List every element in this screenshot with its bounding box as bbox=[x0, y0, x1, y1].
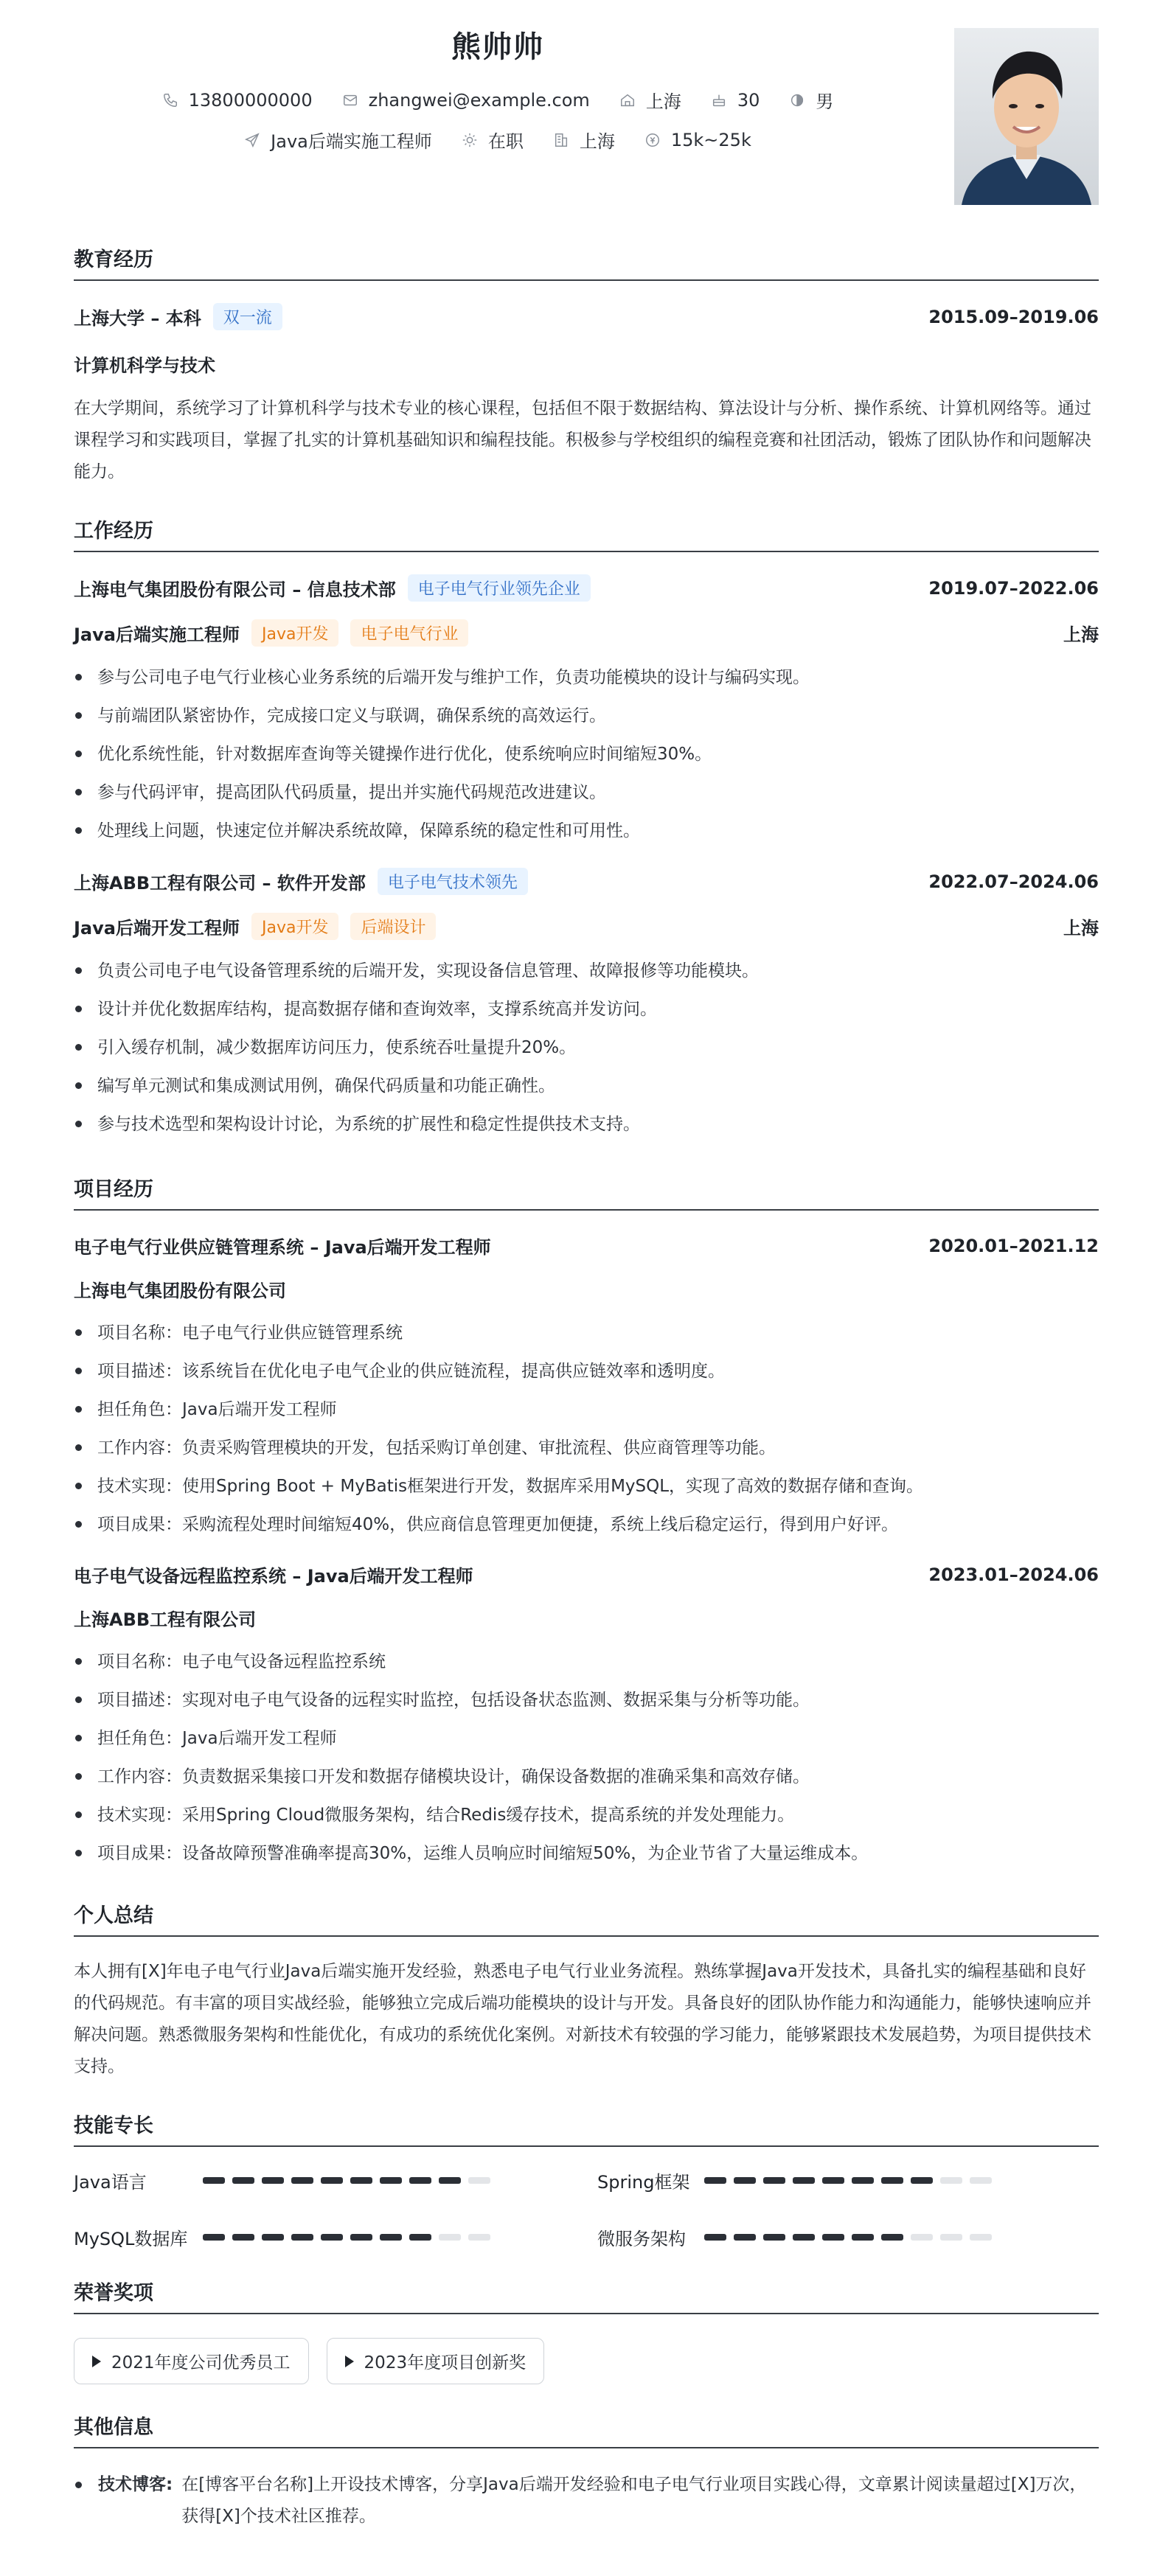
building-icon bbox=[553, 132, 569, 148]
honor-label: 2021年度公司优秀员工 bbox=[111, 2353, 291, 2373]
skill-level-segment bbox=[911, 2177, 933, 2184]
skill-item bbox=[74, 2224, 597, 2250]
skills-section bbox=[74, 2109, 1099, 2250]
skill-level-segment bbox=[350, 2234, 372, 2241]
skill-level-segment bbox=[232, 2177, 254, 2184]
project-head bbox=[74, 1562, 1099, 1587]
skill-level-segment bbox=[380, 2234, 402, 2241]
skill-level-segment bbox=[262, 2177, 284, 2184]
city-text: 上海 bbox=[579, 131, 615, 152]
skill-level-segment bbox=[262, 2234, 284, 2241]
project-date: 2023.01–2024.06 bbox=[928, 1564, 1099, 1585]
work-title: 工作经历 bbox=[74, 515, 1099, 552]
list-item: 处理线上问题，快速定位并解决系统故障，保障系统的稳定性和可用性。 bbox=[74, 812, 1099, 850]
list-item: 项目成果：采购流程处理时间缩短40%，供应商信息管理更加便捷，系统上线后稳定运行，得到用户好评。 bbox=[74, 1505, 1099, 1544]
gender-text: 男 bbox=[816, 91, 834, 112]
education-title: 教育经历 bbox=[74, 243, 1099, 281]
job-date: 2022.07–2024.06 bbox=[928, 871, 1099, 892]
skill-level-segment bbox=[321, 2177, 343, 2184]
job-role-line bbox=[74, 913, 1099, 940]
resume-page bbox=[74, 0, 1099, 2533]
job-entry bbox=[74, 868, 1099, 1143]
list-item: 优化系统性能，针对数据库查询等关键操作进行优化，使系统响应时间缩短30%。 bbox=[74, 735, 1099, 773]
email-item bbox=[342, 90, 590, 111]
list-item: 参与代码评审，提高团队代码质量，提出并实施代码规范改进建议。 bbox=[74, 773, 1099, 812]
company-tag: 电子电气行业领先企业 bbox=[408, 574, 591, 602]
job-role: Java后端实施工程师 bbox=[74, 624, 240, 645]
skill-name: 微服务架构 bbox=[597, 2229, 686, 2249]
position-text: Java后端实施工程师 bbox=[271, 131, 432, 152]
skill-level-segment bbox=[704, 2177, 726, 2184]
honor-badge bbox=[327, 2338, 545, 2384]
skill-level-segment bbox=[468, 2234, 490, 2241]
job-date: 2019.07–2022.06 bbox=[928, 577, 1099, 599]
project-company: 上海电气集团股份有限公司 bbox=[74, 1281, 286, 1301]
list-item: 担任角色：Java后端开发工程师 bbox=[74, 1390, 1099, 1429]
gender-icon bbox=[789, 92, 805, 108]
list-item: 与前端团队紧密协作，完成接口定义与联调，确保系统的高效运行。 bbox=[74, 697, 1099, 735]
project-entry bbox=[74, 1233, 1099, 1544]
other-label: 技术博客: bbox=[98, 2475, 173, 2494]
skill-level-segment bbox=[734, 2177, 756, 2184]
skill-level-segment bbox=[793, 2177, 815, 2184]
skill-level-segment bbox=[439, 2234, 461, 2241]
list-item: 项目名称：电子电气行业供应链管理系统 bbox=[74, 1314, 1099, 1352]
gender-item bbox=[789, 87, 833, 113]
skill-level-segment bbox=[970, 2234, 992, 2241]
school-name: 上海大学 – 本科 bbox=[74, 308, 201, 329]
skill-level-segment bbox=[763, 2177, 785, 2184]
status-item bbox=[462, 127, 524, 153]
projects-section bbox=[74, 1173, 1099, 1873]
list-item: 工作内容：负责采购管理模块的开发，包括采购订单创建、审批流程、供应商管理等功能。 bbox=[74, 1429, 1099, 1467]
skill-level-segment bbox=[291, 2234, 313, 2241]
position-item bbox=[244, 127, 432, 153]
skill-level-bar bbox=[704, 2177, 999, 2184]
skill-level-segment bbox=[203, 2234, 225, 2241]
send-icon bbox=[244, 132, 260, 148]
salary-item bbox=[644, 130, 751, 150]
contact-row bbox=[74, 87, 922, 113]
skill-name: Spring框架 bbox=[597, 2172, 690, 2193]
skill-level-segment bbox=[203, 2177, 225, 2184]
triangle-icon bbox=[92, 2356, 101, 2367]
list-item: 负责公司电子电气设备管理系统的后端开发，实现设备信息管理、故障报修等功能模块。 bbox=[74, 952, 1099, 990]
skill-level-segment bbox=[734, 2234, 756, 2241]
triangle-icon bbox=[345, 2356, 354, 2367]
city-item bbox=[553, 127, 615, 153]
list-item: 项目描述：该系统旨在优化电子电气企业的供应链流程，提高供应链效率和透明度。 bbox=[74, 1352, 1099, 1390]
phone-item bbox=[162, 90, 313, 111]
job-role-line bbox=[74, 619, 1099, 647]
major-name: 计算机科学与技术 bbox=[74, 355, 215, 376]
phone-text: 13800000000 bbox=[188, 89, 313, 111]
summary-text: 本人拥有[X]年电子电气行业Java后端实施开发经验，熟悉电子电气行业业务流程。熟练掌握Java开发技术，具备扎实的编程基础和良好的代码规范。有丰富的项目实战经验，能够独立完成后端功能模块的设计与开发。具备良好的团队协作能力和沟通能力，能够快速响应并解决问题。熟悉微服务架构和性能优化，有成功的系统优化案例。对新技术有较强的学习能力，能够紧跟技术发展趋势，为项目提供技术支持。 bbox=[74, 1962, 1091, 2076]
email-text: zhangwei@example.com bbox=[368, 89, 590, 111]
other-section bbox=[74, 2411, 1099, 2533]
other-item bbox=[74, 2469, 1099, 2533]
phone-icon bbox=[162, 92, 178, 108]
project-date: 2020.01–2021.12 bbox=[928, 1235, 1099, 1256]
job-tag: Java开发 bbox=[251, 619, 338, 647]
list-item: 参与公司电子电气行业核心业务系统的后端开发与维护工作，负责功能模块的设计与编码实现。 bbox=[74, 658, 1099, 697]
skill-level-segment bbox=[852, 2177, 874, 2184]
summary-section bbox=[74, 1899, 1099, 2083]
honors-list bbox=[74, 2338, 1099, 2384]
other-text: 在[博客平台名称]上开设技术博客，分享Java后端开发经验和电子电气行业项目实践心得，文章累计阅读量超过[X]万次，获得[X]个技术社区推荐。 bbox=[181, 2475, 1087, 2526]
honor-label: 2023年度项目创新奖 bbox=[364, 2353, 527, 2373]
age-text: 30 bbox=[737, 89, 760, 111]
list-item: 项目成果：设备故障预警准确率提高30%，运维人员响应时间缩短50%，为企业节省了大量运维成本。 bbox=[74, 1834, 1099, 1873]
work-section bbox=[74, 515, 1099, 1143]
skills-grid bbox=[74, 2168, 1099, 2250]
skill-level-segment bbox=[350, 2177, 372, 2184]
skill-level-segment bbox=[763, 2234, 785, 2241]
skill-level-segment bbox=[439, 2177, 461, 2184]
profile-photo bbox=[954, 28, 1099, 205]
skill-level-bar bbox=[203, 2234, 498, 2241]
list-item: 工作内容：负责数据采集接口开发和数据存储模块设计，确保设备数据的准确采集和高效存储。 bbox=[74, 1758, 1099, 1796]
skill-level-segment bbox=[970, 2177, 992, 2184]
candidate-name: 熊帅帅 bbox=[451, 30, 544, 64]
skill-level-segment bbox=[940, 2177, 962, 2184]
location-text: 上海 bbox=[645, 91, 681, 112]
education-section bbox=[74, 243, 1099, 488]
skill-level-segment bbox=[409, 2177, 431, 2184]
job-role: Java后端开发工程师 bbox=[74, 918, 240, 939]
company-tag: 电子电气技术领先 bbox=[378, 868, 528, 895]
skill-level-segment bbox=[380, 2177, 402, 2184]
list-item: 技术实现：使用Spring Boot + MyBatis框架进行开发，数据库采用MySQL，实现了高效的数据存储和查询。 bbox=[74, 1467, 1099, 1505]
portrait-image bbox=[954, 28, 1099, 205]
summary-title: 个人总结 bbox=[74, 1899, 1099, 1937]
location-item bbox=[619, 87, 681, 113]
project-head bbox=[74, 1233, 1099, 1259]
skill-level-segment bbox=[704, 2234, 726, 2241]
company-name: 上海电气集团股份有限公司 – 信息技术部 bbox=[74, 579, 396, 600]
job-tag: 后端设计 bbox=[350, 913, 436, 940]
skill-level-segment bbox=[852, 2234, 874, 2241]
skill-level-segment bbox=[291, 2177, 313, 2184]
home-icon bbox=[619, 92, 636, 108]
coin-icon bbox=[644, 132, 661, 148]
job-head bbox=[74, 868, 1099, 895]
project-company: 上海ABB工程有限公司 bbox=[74, 1609, 257, 1630]
list-item: 参与技术选型和架构设计讨论，为系统的扩展性和稳定性提供技术支持。 bbox=[74, 1105, 1099, 1143]
project-name: 电子电气行业供应链管理系统 – Java后端开发工程师 bbox=[74, 1237, 491, 1258]
projects-title: 项目经历 bbox=[74, 1173, 1099, 1211]
job-intent-row bbox=[74, 127, 922, 153]
skill-level-segment bbox=[232, 2234, 254, 2241]
list-item: 编写单元测试和集成测试用例，确保代码质量和功能正确性。 bbox=[74, 1067, 1099, 1105]
skill-level-segment bbox=[793, 2234, 815, 2241]
resume-header bbox=[74, 0, 1099, 221]
list-item: 引入缓存机制，减少数据库访问压力，使系统吞吐量提升20%。 bbox=[74, 1028, 1099, 1067]
skill-level-segment bbox=[409, 2234, 431, 2241]
skill-level-segment bbox=[881, 2234, 903, 2241]
honors-section bbox=[74, 2277, 1099, 2384]
job-head bbox=[74, 574, 1099, 602]
sun-icon bbox=[462, 132, 478, 148]
education-entry-head bbox=[74, 303, 1099, 330]
project-bullets bbox=[74, 1643, 1099, 1873]
list-item: 项目名称：电子电气设备远程监控系统 bbox=[74, 1643, 1099, 1681]
job-city: 上海 bbox=[1063, 918, 1099, 939]
school-tag: 双一流 bbox=[213, 303, 282, 330]
skill-level-segment bbox=[822, 2234, 844, 2241]
job-bullets bbox=[74, 658, 1099, 850]
mail-icon bbox=[342, 92, 358, 108]
list-item: 担任角色：Java后端开发工程师 bbox=[74, 1719, 1099, 1758]
skills-title: 技能专长 bbox=[74, 2109, 1099, 2147]
honors-title: 荣誉奖项 bbox=[74, 2277, 1099, 2314]
job-entry bbox=[74, 574, 1099, 850]
list-item: 技术实现：采用Spring Cloud微服务架构，结合Redis缓存技术，提高系统的并发处理能力。 bbox=[74, 1796, 1099, 1834]
education-description: 在大学期间，系统学习了计算机科学与技术专业的核心课程，包括但不限于数据结构、算法设计与分析、操作系统、计算机网络等。通过课程学习和实践项目，掌握了扎实的计算机基础知识和编程技能。积极参与学校组织的编程竞赛和社团活动，锻炼了团队协作和问题解决能力。 bbox=[74, 399, 1091, 481]
skill-level-segment bbox=[321, 2234, 343, 2241]
status-text: 在职 bbox=[487, 131, 524, 152]
project-entry bbox=[74, 1562, 1099, 1873]
other-title: 其他信息 bbox=[74, 2411, 1099, 2448]
skill-level-segment bbox=[911, 2234, 933, 2241]
education-date: 2015.09–2019.06 bbox=[928, 306, 1099, 327]
skill-name: Java语言 bbox=[74, 2172, 147, 2193]
skill-level-segment bbox=[822, 2177, 844, 2184]
skill-level-segment bbox=[881, 2177, 903, 2184]
list-item: 项目描述：实现对电子电气设备的远程实时监控，包括设备状态监测、数据采集与分析等功能。 bbox=[74, 1681, 1099, 1719]
age-item bbox=[711, 90, 760, 111]
job-tag: Java开发 bbox=[251, 913, 338, 940]
job-tag: 电子电气行业 bbox=[350, 619, 468, 647]
skill-item bbox=[597, 2168, 1099, 2193]
job-bullets bbox=[74, 952, 1099, 1143]
skill-item bbox=[74, 2168, 597, 2193]
salary-text: 15k~25k bbox=[670, 129, 751, 150]
job-city: 上海 bbox=[1063, 624, 1099, 645]
cake-icon bbox=[711, 92, 727, 108]
skill-level-bar bbox=[704, 2234, 999, 2241]
project-bullets bbox=[74, 1314, 1099, 1544]
skill-level-segment bbox=[940, 2234, 962, 2241]
skill-level-segment bbox=[468, 2177, 490, 2184]
skill-level-bar bbox=[203, 2177, 498, 2184]
honor-badge bbox=[74, 2338, 309, 2384]
project-name: 电子电气设备远程监控系统 – Java后端开发工程师 bbox=[74, 1566, 473, 1587]
bullet-dot bbox=[75, 2482, 82, 2488]
list-item: 设计并优化数据库结构，提高数据存储和查询效率，支撑系统高并发访问。 bbox=[74, 990, 1099, 1028]
skill-item bbox=[597, 2224, 1099, 2250]
skill-name: MySQL数据库 bbox=[74, 2229, 188, 2249]
company-name: 上海ABB工程有限公司 – 软件开发部 bbox=[74, 873, 366, 894]
